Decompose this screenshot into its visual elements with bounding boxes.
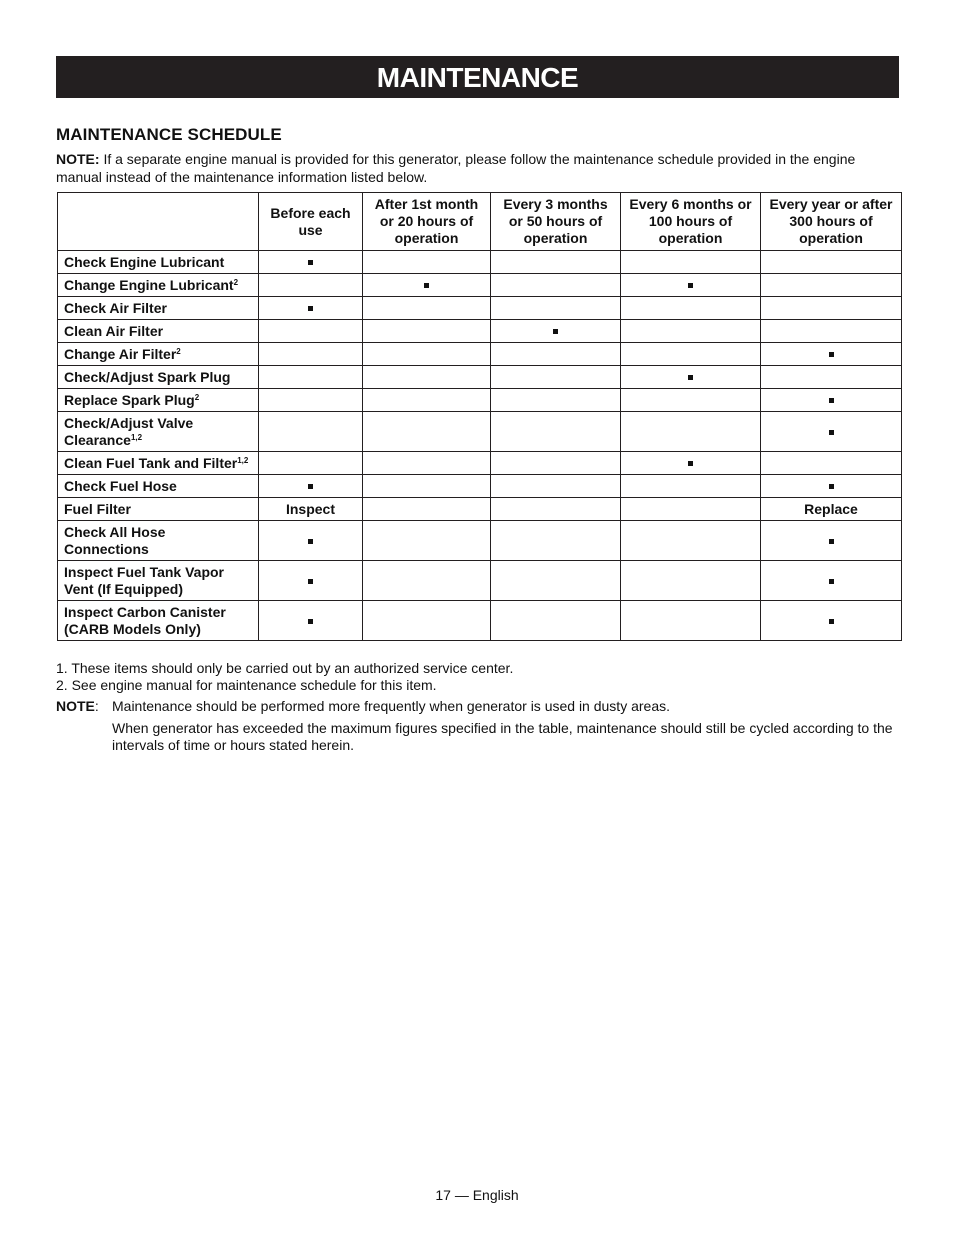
schedule-empty-cell	[761, 251, 902, 274]
schedule-empty-cell	[621, 521, 761, 561]
table-row	[58, 475, 902, 498]
task-name-cell: Check Fuel Hose	[58, 475, 259, 498]
schedule-mark-cell	[621, 366, 761, 389]
column-header-before-each-use: Before each use	[259, 193, 363, 251]
task-name-cell: Check Engine Lubricant	[58, 251, 259, 274]
intro-note-label: NOTE:	[56, 151, 100, 167]
page-number: 17 — English	[435, 1187, 519, 1203]
schedule-empty-cell	[259, 389, 363, 412]
page-title-banner: MAINTENANCE	[56, 56, 899, 98]
square-bullet-icon	[829, 539, 834, 544]
schedule-empty-cell	[363, 320, 491, 343]
schedule-empty-cell	[621, 389, 761, 412]
task-name-cell: Inspect Carbon Canister (CARB Models Only)	[58, 601, 259, 641]
square-bullet-icon	[688, 283, 693, 288]
task-name-cell: Clean Fuel Tank and Filter$^{1,2}$	[58, 452, 259, 475]
footnote-2: 2. See engine manual for maintenance schedule for this item.	[56, 677, 437, 693]
schedule-mark-cell	[259, 297, 363, 320]
schedule-empty-cell	[259, 366, 363, 389]
schedule-empty-cell	[621, 251, 761, 274]
task-name-cell: Check All Hose Connections	[58, 521, 259, 561]
square-bullet-icon	[829, 430, 834, 435]
table-row	[58, 521, 902, 561]
schedule-mark-cell	[761, 412, 902, 452]
task-name-cell: Check/Adjust Valve Clearance$^{1,2}$	[58, 412, 259, 452]
schedule-empty-cell	[363, 343, 491, 366]
task-name-cell: Inspect Fuel Tank Vapor Vent (If Equipped)	[58, 561, 259, 601]
schedule-text-cell: Replace	[761, 498, 902, 521]
square-bullet-icon	[308, 260, 313, 265]
schedule-empty-cell	[363, 475, 491, 498]
schedule-empty-cell	[363, 601, 491, 641]
square-bullet-icon	[308, 619, 313, 624]
schedule-empty-cell	[259, 412, 363, 452]
task-name-cell: Replace Spark Plug$^2$	[58, 389, 259, 412]
task-name-cell: Check Air Filter	[58, 297, 259, 320]
schedule-mark-cell	[621, 452, 761, 475]
table-header-row	[58, 193, 902, 251]
schedule-mark-cell	[491, 320, 621, 343]
schedule-mark-cell	[621, 274, 761, 297]
schedule-empty-cell	[363, 297, 491, 320]
square-bullet-icon	[308, 484, 313, 489]
table-row	[58, 251, 902, 274]
square-bullet-icon	[688, 375, 693, 380]
task-name-cell: Check/Adjust Spark Plug	[58, 366, 259, 389]
table-row	[58, 498, 902, 521]
square-bullet-icon	[829, 398, 834, 403]
schedule-empty-cell	[621, 498, 761, 521]
schedule-mark-cell	[761, 601, 902, 641]
schedule-mark-cell	[761, 475, 902, 498]
square-bullet-icon	[308, 539, 313, 544]
intro-note-text: If a separate engine manual is provided for this generator, please follow the maintenance schedule provided in the engine manual instead of the maintenance information listed below.	[56, 151, 856, 185]
schedule-empty-cell	[363, 389, 491, 412]
table-row	[58, 389, 902, 412]
square-bullet-icon	[829, 579, 834, 584]
schedule-mark-cell	[761, 561, 902, 601]
task-name-cell: Change Engine Lubricant$^2$	[58, 274, 259, 297]
table-row	[58, 412, 902, 452]
schedule-mark-cell	[363, 274, 491, 297]
schedule-mark-cell	[259, 521, 363, 561]
schedule-empty-cell	[259, 343, 363, 366]
square-bullet-icon	[829, 352, 834, 357]
schedule-empty-cell	[491, 297, 621, 320]
schedule-empty-cell	[491, 412, 621, 452]
schedule-empty-cell	[761, 297, 902, 320]
square-bullet-icon	[308, 579, 313, 584]
square-bullet-icon	[424, 283, 429, 288]
schedule-mark-cell	[259, 561, 363, 601]
table-row	[58, 343, 902, 366]
column-header-every-6-months: Every 6 months or 100 hours of operation	[621, 193, 761, 251]
schedule-mark-cell	[259, 251, 363, 274]
footnotes	[56, 660, 902, 694]
square-bullet-icon	[829, 619, 834, 624]
schedule-empty-cell	[259, 320, 363, 343]
schedule-empty-cell	[363, 366, 491, 389]
schedule-empty-cell	[761, 320, 902, 343]
schedule-empty-cell	[363, 412, 491, 452]
maintenance-note-line-1: Maintenance should be performed more frequently when generator is used in dusty areas.	[112, 698, 670, 714]
footnote-1: 1. These items should only be carried out by an authorized service center.	[56, 660, 514, 676]
maintenance-note-label: NOTE:	[56, 698, 99, 714]
table-row	[58, 274, 902, 297]
schedule-empty-cell	[491, 498, 621, 521]
table-row	[58, 601, 902, 641]
task-name-cell: Clean Air Filter	[58, 320, 259, 343]
square-bullet-icon	[829, 484, 834, 489]
schedule-empty-cell	[761, 274, 902, 297]
table-row	[58, 320, 902, 343]
schedule-text-cell: Inspect	[259, 498, 363, 521]
schedule-empty-cell	[621, 297, 761, 320]
schedule-empty-cell	[621, 475, 761, 498]
schedule-empty-cell	[491, 366, 621, 389]
schedule-empty-cell	[259, 274, 363, 297]
schedule-mark-cell	[761, 343, 902, 366]
schedule-empty-cell	[621, 320, 761, 343]
schedule-empty-cell	[621, 343, 761, 366]
schedule-empty-cell	[259, 452, 363, 475]
column-header-after-1st-month: After 1st month or 20 hours of operation	[363, 193, 491, 251]
schedule-empty-cell	[491, 521, 621, 561]
schedule-empty-cell	[491, 251, 621, 274]
section-heading: MAINTENANCE SCHEDULE	[56, 125, 282, 144]
schedule-empty-cell	[363, 561, 491, 601]
schedule-empty-cell	[491, 601, 621, 641]
schedule-empty-cell	[363, 521, 491, 561]
table-row	[58, 561, 902, 601]
maintenance-schedule-table	[57, 192, 902, 641]
schedule-empty-cell	[761, 452, 902, 475]
intro-note	[56, 150, 902, 186]
task-name-cell: Change Air Filter$^2$	[58, 343, 259, 366]
square-bullet-icon	[308, 306, 313, 311]
table-row	[58, 366, 902, 389]
schedule-empty-cell	[363, 452, 491, 475]
schedule-empty-cell	[363, 251, 491, 274]
schedule-empty-cell	[621, 412, 761, 452]
schedule-empty-cell	[761, 366, 902, 389]
table-row	[58, 452, 902, 475]
schedule-mark-cell	[761, 521, 902, 561]
column-header-every-year: Every year or after 300 hours of operation	[761, 193, 902, 251]
schedule-empty-cell	[491, 561, 621, 601]
schedule-empty-cell	[491, 274, 621, 297]
schedule-mark-cell	[761, 389, 902, 412]
task-name-cell: Fuel Filter	[58, 498, 259, 521]
schedule-empty-cell	[491, 475, 621, 498]
schedule-empty-cell	[491, 452, 621, 475]
table-row	[58, 297, 902, 320]
schedule-mark-cell	[259, 601, 363, 641]
column-header-task	[58, 193, 259, 251]
schedule-empty-cell	[363, 498, 491, 521]
schedule-empty-cell	[491, 343, 621, 366]
maintenance-note	[56, 698, 902, 754]
column-header-every-3-months: Every 3 months or 50 hours of operation	[491, 193, 621, 251]
square-bullet-icon	[553, 329, 558, 334]
schedule-empty-cell	[621, 601, 761, 641]
schedule-empty-cell	[491, 389, 621, 412]
schedule-mark-cell	[259, 475, 363, 498]
square-bullet-icon	[688, 461, 693, 466]
maintenance-note-line-2: When generator has exceeded the maximum figures specified in the table, maintenance should still be cycled according to the intervals of time or hours stated herein.	[112, 720, 893, 753]
schedule-empty-cell	[621, 561, 761, 601]
